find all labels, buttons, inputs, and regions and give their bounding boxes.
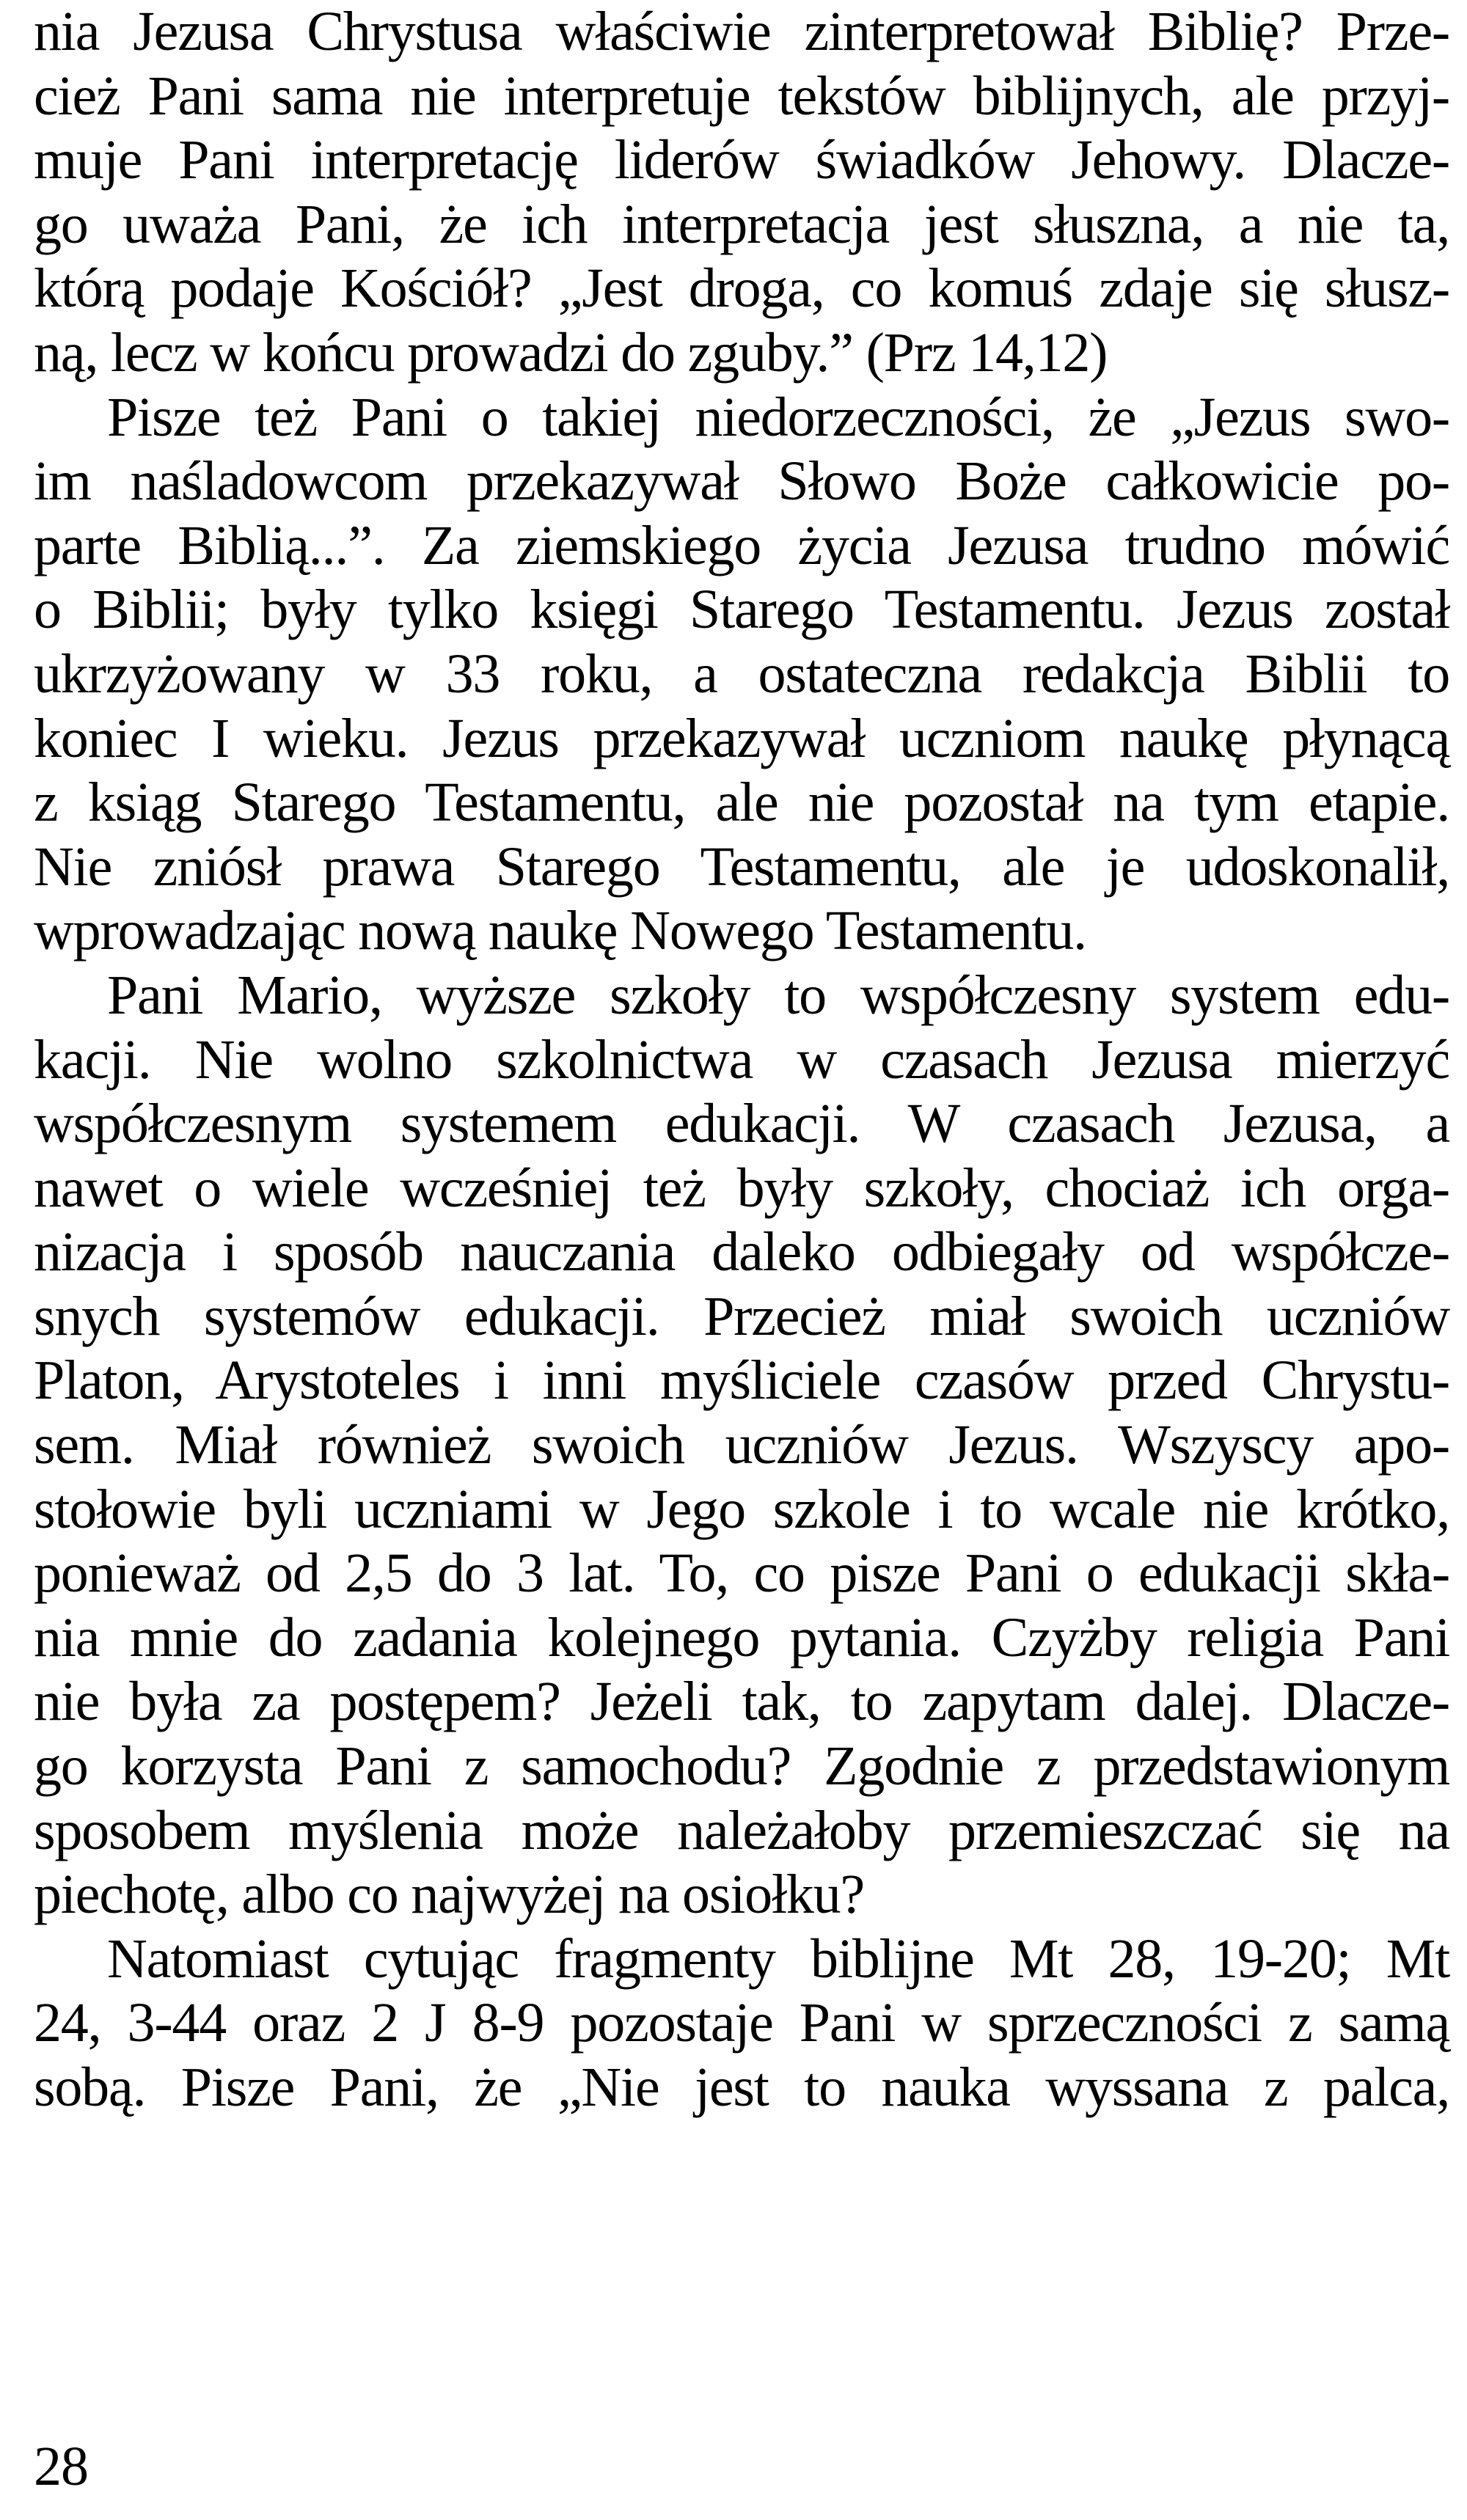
- paragraph-4: [34, 1927, 1449, 2120]
- text-line: wprowadzając nową naukę Nowego Testamentu.: [34, 900, 1086, 962]
- paragraph-1: [34, 0, 1449, 386]
- text-line: go korzysta Pani z samochodu? Zgodnie z przedstawionym: [34, 1735, 1449, 1798]
- text-line: ną, lecz w końcu prowadzi do zguby.” (Prz 14,12): [34, 321, 1108, 384]
- book-page-body: [34, 0, 1449, 2120]
- text-line: sobą. Pisze Pani, że „Nie jest to nauka wyssana z palca,: [34, 2056, 1449, 2118]
- text-line: im naśladowcom przekazywał Słowo Boże całkowicie po-: [34, 450, 1449, 513]
- text-line: o Biblii; były tylko księgi Starego Testamentu. Jezus został: [34, 579, 1449, 641]
- text-line: cież Pani sama nie interpretuje tekstów biblijnych, ale przyj-: [34, 65, 1449, 127]
- paragraph-2: [34, 386, 1449, 964]
- text-line: Pisze też Pani o takiej niedorzeczności, że „Jezus swo-: [107, 386, 1449, 448]
- text-line: którą podaje Kościół? „Jest droga, co komuś zdaje się słusz-: [34, 257, 1449, 320]
- text-line: Natomiast cytując fragmenty biblijne Mt 28, 19-20; Mt: [107, 1927, 1449, 1990]
- text-line: nia Jezusa Chrystusa właściwie zinterpretował Biblię? Prze-: [34, 1, 1449, 62]
- text-line: współczesnym systemem edukacji. W czasach Jezusa, a: [34, 1093, 1449, 1155]
- text-line: snych systemów edukacji. Przecież miał swoich uczniów: [34, 1285, 1449, 1347]
- text-line: 24, 3-44 oraz 2 J 8-9 pozostaje Pani w sprzeczności z samą: [34, 1992, 1449, 2054]
- paragraph-3: [34, 964, 1449, 1927]
- text-line: z ksiąg Starego Testamentu, ale nie pozostał na tym etapie.: [34, 772, 1449, 834]
- text-line: stołowie byli uczniami w Jego szkole i to wcale nie krótko,: [34, 1478, 1449, 1540]
- text-line: nawet o wiele wcześniej też były szkoły, chociaż ich orga-: [34, 1157, 1449, 1219]
- text-line: sposobem myślenia może należałoby przemieszczać się na: [34, 1799, 1449, 1861]
- text-line: muje Pani interpretację liderów świadków Jehowy. Dlacze-: [34, 129, 1449, 191]
- text-line: nia mnie do zadania kolejnego pytania. Czyżby religia Pani: [34, 1606, 1449, 1669]
- text-line: Platon, Arystoteles i inni myśliciele czasów przed Chrystu-: [34, 1349, 1449, 1412]
- text-line: Nie zniósł prawa Starego Testamentu, ale je udoskonalił,: [34, 835, 1449, 898]
- text-line: sem. Miał również swoich uczniów Jezus. Wszyscy apo-: [34, 1414, 1449, 1476]
- text-line: koniec I wieku. Jezus przekazywał uczniom naukę płynącą: [34, 707, 1449, 769]
- text-line: ponieważ od 2,5 do 3 lat. To, co pisze Pani o edukacji skła-: [34, 1542, 1449, 1605]
- text-line: go uważa Pani, że ich interpretacja jest słuszna, a nie ta,: [34, 193, 1449, 255]
- text-line: parte Biblią...”. Za ziemskiego życia Jezusa trudno mówić: [34, 514, 1449, 576]
- text-line: nizacja i sposób nauczania daleko odbiegały od współcze-: [34, 1221, 1449, 1283]
- page-number: 28: [34, 2436, 88, 2497]
- text-line: piechotę, albo co najwyżej na osiołku?: [34, 1864, 864, 1926]
- text-line: nie była za postępem? Jeżeli tak, to zapytam dalej. Dlacze-: [34, 1671, 1449, 1733]
- text-line: ukrzyżowany w 33 roku, a ostateczna redakcja Biblii to: [34, 642, 1449, 705]
- text-line: kacji. Nie wolno szkolnictwa w czasach Jezusa mierzyć: [34, 1028, 1449, 1091]
- text-line: Pani Mario, wyższe szkoły to współczesny system edu-: [107, 964, 1449, 1026]
